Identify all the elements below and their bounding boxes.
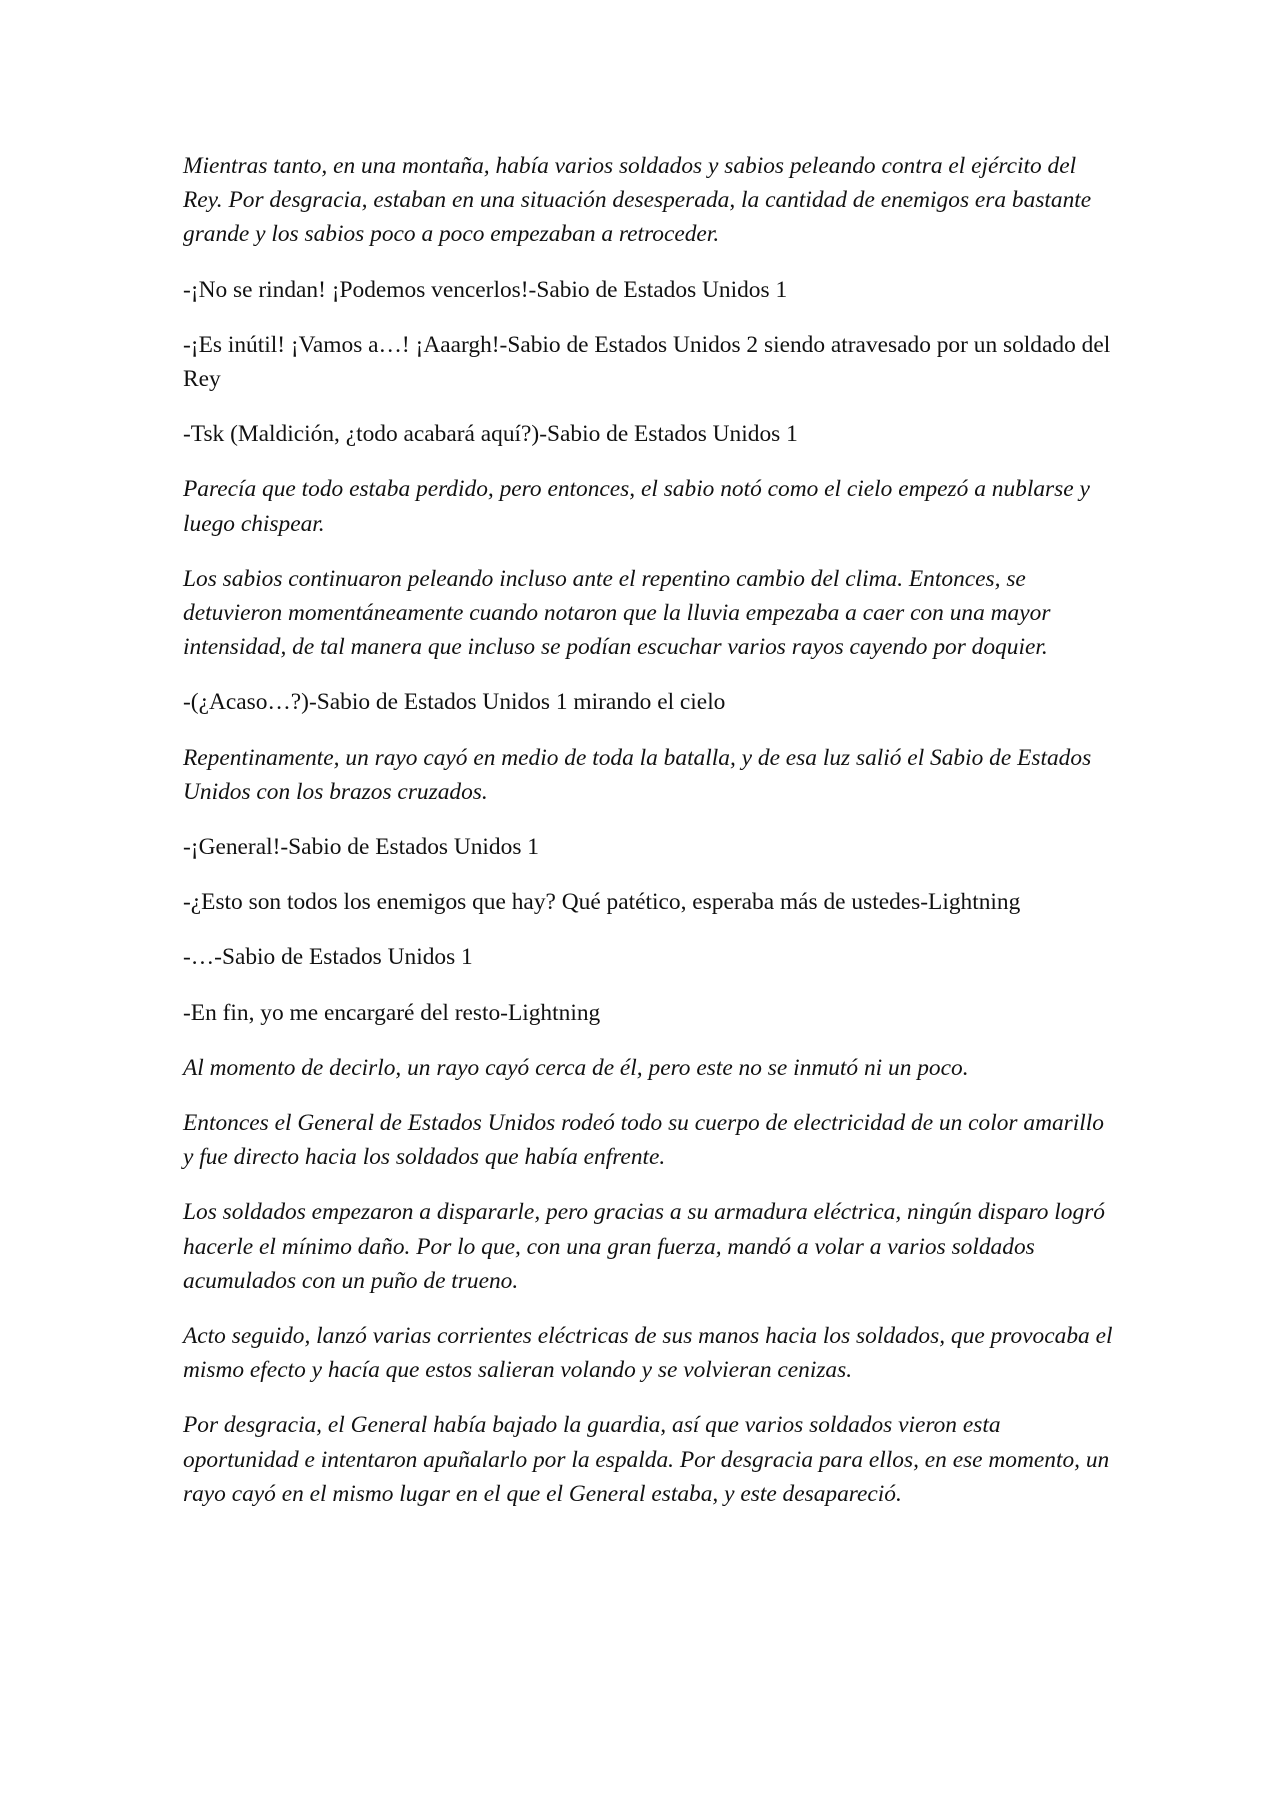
document-body xyxy=(183,149,1113,1532)
dialogue-line: -(¿Acaso…?)-Sabio de Estados Unidos 1 mirando el cielo xyxy=(183,689,726,716)
dialogue-line: -¡Es inútil! ¡Vamos a…! ¡Aaargh!-Sabio de Estados Unidos 2 siendo atravesado por un soldado del Rey xyxy=(183,331,1111,393)
narration-paragraph: Los sabios continuaron peleando incluso ante el repentino cambio del clima. Entonces, se detuvieron momentáneamente cuando notaron que la lluvia empezaba a caer con una mayor intensidad, de tal manera que incluso se podían escuchar varios rayos cayendo por doquier. xyxy=(183,565,1051,661)
dialogue-line: -Tsk (Maldición, ¿todo acabará aquí?)-Sabio de Estados Unidos 1 xyxy=(183,421,798,448)
narration-paragraph: Entonces el General de Estados Unidos rodeó todo su cuerpo de electricidad de un color amarillo y fue directo hacia los soldados que había enfrente. xyxy=(183,1110,1104,1171)
dialogue-line: -…-Sabio de Estados Unidos 1 xyxy=(183,944,473,971)
narration-paragraph: Los soldados empezaron a dispararle, pero gracias a su armadura eléctrica, ningún disparo logró hacerle el mínimo daño. Por lo que, con una gran fuerza, mandó a volar a varios soldados acumulados con un puño de trueno. xyxy=(183,1199,1105,1294)
narration-paragraph: Repentinamente, un rayo cayó en medio de toda la batalla, y de esa luz salió el Sabio de Estados Unidos con los brazos cruzados. xyxy=(183,744,1092,805)
narration-paragraph: Al momento de decirlo, un rayo cayó cerca de él, pero este no se inmutó ni un poco. xyxy=(183,1054,969,1081)
narration-paragraph: Por desgracia, el General había bajado la guardia, así que varios soldados vieron esta oportunidad e intentaron apuñalarlo por la espalda. Por desgracia para ellos, en ese momento, un rayo cayó en el mismo lugar en el que el General estaba, y este desapareció. xyxy=(183,1412,1110,1507)
dialogue-line: -En fin, yo me encargaré del resto-Lightning xyxy=(183,999,601,1026)
narration-paragraph: Acto seguido, lanzó varias corrientes eléctricas de sus manos hacia los soldados, que provocaba el mismo efecto y hacía que estos salieran volando y se volvieran cenizas. xyxy=(183,1323,1113,1384)
dialogue-line: -¡No se rindan! ¡Podemos vencerlos!-Sabio de Estados Unidos 1 xyxy=(183,276,788,303)
dialogue-line: -¿Esto son todos los enemigos que hay? Qué patético, esperaba más de ustedes-Lightning xyxy=(183,889,1021,916)
narration-paragraph: Parecía que todo estaba perdido, pero entonces, el sabio notó como el cielo empezó a nublarse y luego chispear. xyxy=(183,476,1090,537)
narration-paragraph: Mientras tanto, en una montaña, había varios soldados y sabios peleando contra el ejército del Rey. Por desgracia, estaban en una situación desesperada, la cantidad de enemigos era bastante grande y los sabios poco a poco empezaban a retroceder. xyxy=(183,153,1092,248)
dialogue-line: -¡General!-Sabio de Estados Unidos 1 xyxy=(183,834,539,861)
